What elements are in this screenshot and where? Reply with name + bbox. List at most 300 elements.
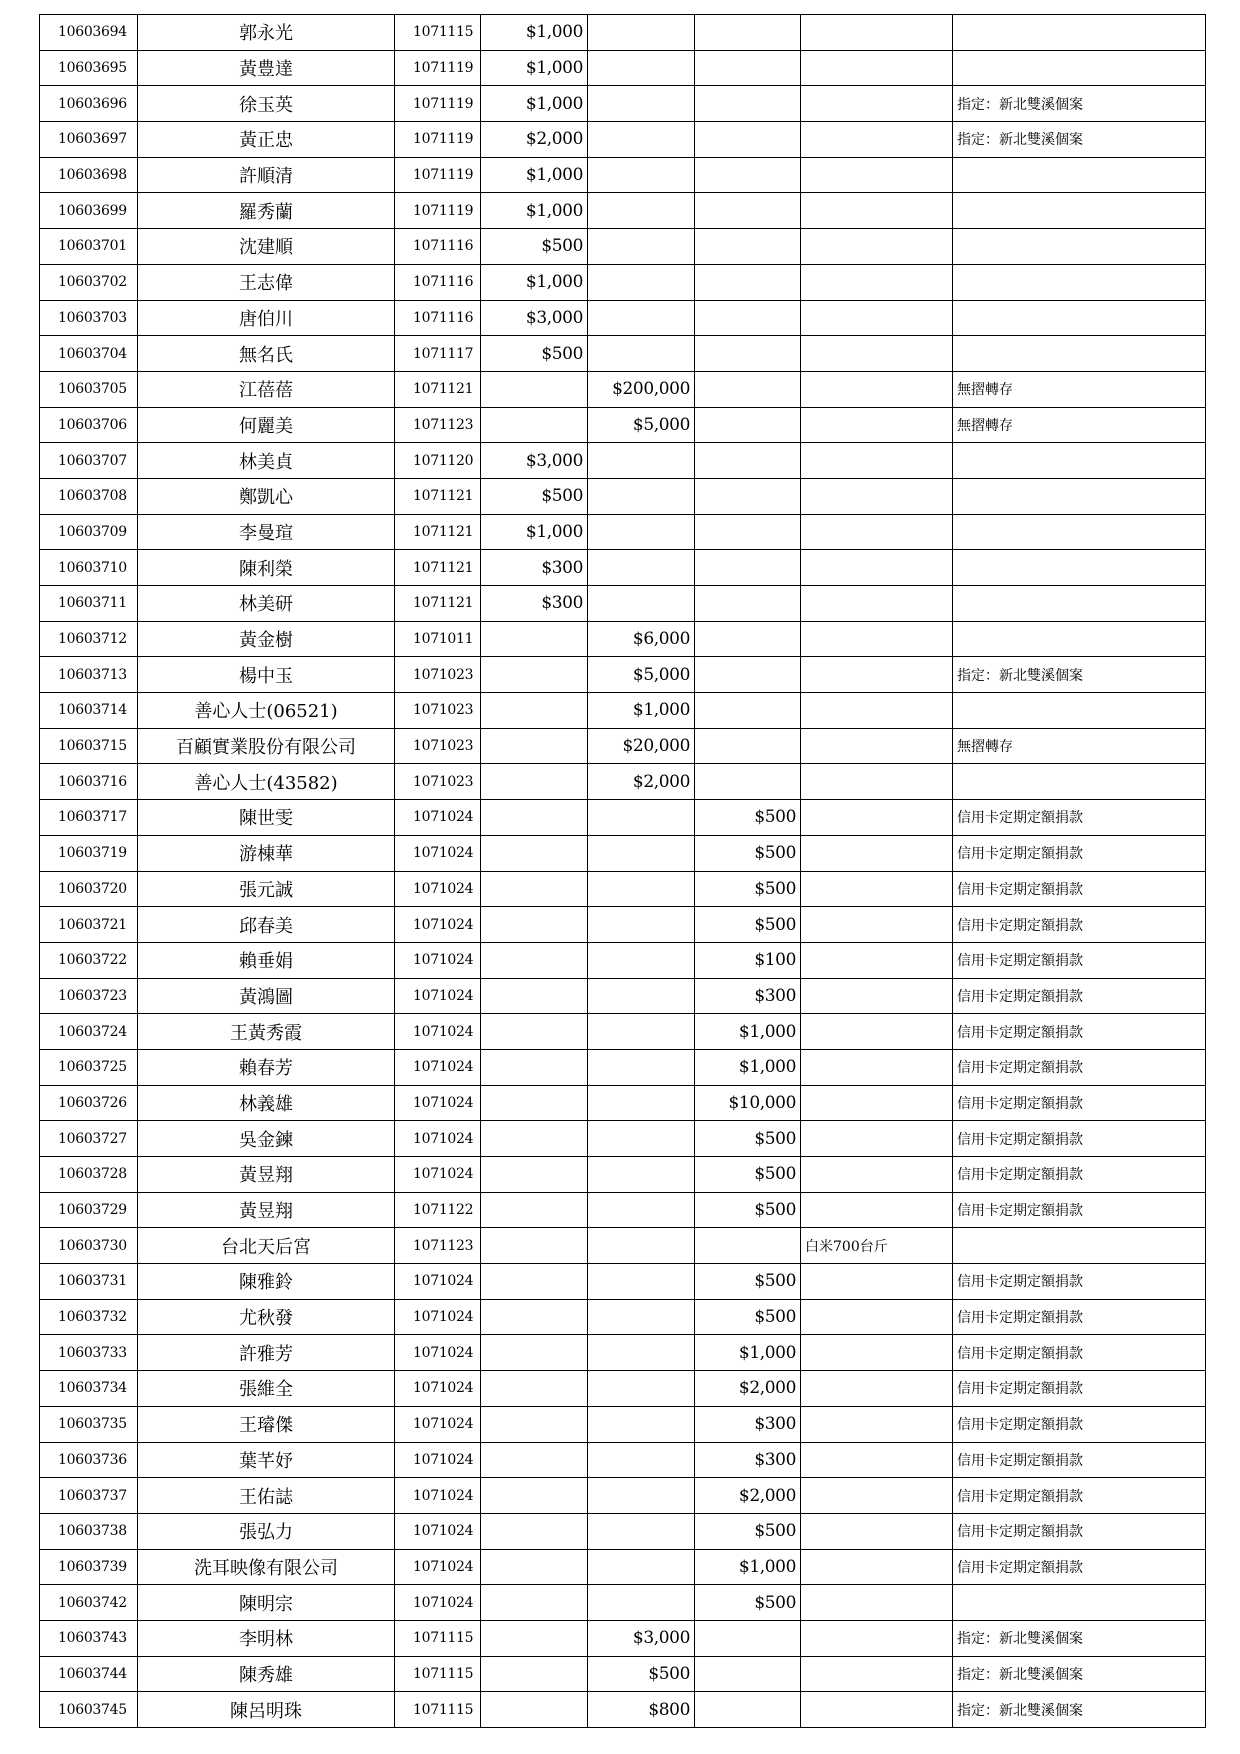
amount-col5-cell — [588, 1513, 695, 1549]
table-row — [40, 1049, 1206, 1085]
table-row — [40, 835, 1206, 871]
donor-name-cell: 張弘力 — [138, 1513, 395, 1549]
donor-name-cell: 陳呂明珠 — [138, 1692, 395, 1728]
amount-col6-cell — [695, 86, 801, 122]
remark-cell: 指定：新北雙溪個案 — [953, 86, 1206, 122]
donor-name-cell: 黃昱翔 — [138, 1192, 395, 1228]
amount-col5-cell — [588, 1478, 695, 1514]
amount-col6-cell: $500 — [695, 1264, 801, 1300]
in-kind-cell — [801, 1692, 953, 1728]
table-row — [40, 1121, 1206, 1157]
in-kind-cell — [801, 1585, 953, 1621]
amount-col4-cell — [481, 1585, 588, 1621]
remark-cell — [953, 300, 1206, 336]
donor-id-cell: 10603704 — [40, 336, 138, 372]
amount-col6-cell — [695, 728, 801, 764]
remark-cell: 信用卡定期定額捐款 — [953, 1442, 1206, 1478]
amount-col5-cell: $1,000 — [588, 693, 695, 729]
donor-id-cell: 10603697 — [40, 122, 138, 158]
donation-date-cell: 1071120 — [395, 443, 481, 479]
remark-cell: 無摺轉存 — [953, 407, 1206, 443]
amount-col6-cell — [695, 586, 801, 622]
donation-date-cell: 1071115 — [395, 1692, 481, 1728]
donation-date-cell: 1071119 — [395, 50, 481, 86]
amount-col6-cell: $2,000 — [695, 1478, 801, 1514]
donation-date-cell: 1071123 — [395, 1228, 481, 1264]
in-kind-cell — [801, 1335, 953, 1371]
amount-col4-cell — [481, 978, 588, 1014]
amount-col4-cell — [481, 835, 588, 871]
remark-cell — [953, 229, 1206, 265]
donor-name-cell: 黃鴻圖 — [138, 978, 395, 1014]
donor-name-cell: 葉芊妤 — [138, 1442, 395, 1478]
amount-col6-cell — [695, 371, 801, 407]
table-row — [40, 1264, 1206, 1300]
amount-col4-cell: $1,000 — [481, 157, 588, 193]
donation-date-cell: 1071023 — [395, 657, 481, 693]
in-kind-cell — [801, 871, 953, 907]
amount-col5-cell — [588, 514, 695, 550]
donor-name-cell: 李明林 — [138, 1620, 395, 1656]
amount-col5-cell — [588, 264, 695, 300]
amount-col4-cell — [481, 1049, 588, 1085]
donation-date-cell: 1071116 — [395, 229, 481, 265]
remark-cell: 信用卡定期定額捐款 — [953, 1121, 1206, 1157]
donor-name-cell: 黃昱翔 — [138, 1157, 395, 1193]
in-kind-cell — [801, 1192, 953, 1228]
amount-col4-cell — [481, 1335, 588, 1371]
amount-col4-cell — [481, 1692, 588, 1728]
table-row — [40, 336, 1206, 372]
in-kind-cell — [801, 15, 953, 51]
donor-name-cell: 王璿傑 — [138, 1406, 395, 1442]
donor-name-cell: 李曼瑄 — [138, 514, 395, 550]
donor-id-cell: 10603745 — [40, 1692, 138, 1728]
in-kind-cell — [801, 86, 953, 122]
in-kind-cell — [801, 1513, 953, 1549]
donor-name-cell: 何麗美 — [138, 407, 395, 443]
amount-col6-cell: $1,000 — [695, 1335, 801, 1371]
amount-col4-cell: $500 — [481, 336, 588, 372]
donation-date-cell: 1071119 — [395, 122, 481, 158]
amount-col6-cell: $500 — [695, 1121, 801, 1157]
amount-col6-cell — [695, 514, 801, 550]
table-row — [40, 657, 1206, 693]
amount-col4-cell — [481, 693, 588, 729]
amount-col6-cell — [695, 50, 801, 86]
in-kind-cell — [801, 835, 953, 871]
remark-cell — [953, 336, 1206, 372]
remark-cell: 信用卡定期定額捐款 — [953, 942, 1206, 978]
amount-col6-cell — [695, 264, 801, 300]
remark-cell — [953, 15, 1206, 51]
amount-col5-cell — [588, 1585, 695, 1621]
donor-id-cell: 10603727 — [40, 1121, 138, 1157]
donation-date-cell: 1071122 — [395, 1192, 481, 1228]
amount-col4-cell — [481, 657, 588, 693]
donation-date-cell: 1071024 — [395, 942, 481, 978]
donor-id-cell: 10603725 — [40, 1049, 138, 1085]
amount-col6-cell: $10,000 — [695, 1085, 801, 1121]
donation-date-cell: 1071024 — [395, 1264, 481, 1300]
remark-cell — [953, 157, 1206, 193]
donation-date-cell: 1071121 — [395, 550, 481, 586]
amount-col6-cell — [695, 15, 801, 51]
in-kind-cell — [801, 1442, 953, 1478]
table-row — [40, 371, 1206, 407]
amount-col5-cell — [588, 907, 695, 943]
donor-id-cell: 10603742 — [40, 1585, 138, 1621]
donor-id-cell: 10603724 — [40, 1014, 138, 1050]
table-row — [40, 1085, 1206, 1121]
amount-col6-cell — [695, 122, 801, 158]
in-kind-cell — [801, 1157, 953, 1193]
in-kind-cell — [801, 1371, 953, 1407]
remark-cell — [953, 550, 1206, 586]
amount-col5-cell: $3,000 — [588, 1620, 695, 1656]
in-kind-cell — [801, 1549, 953, 1585]
remark-cell — [953, 514, 1206, 550]
amount-col4-cell: $3,000 — [481, 443, 588, 479]
donor-name-cell: 張維全 — [138, 1371, 395, 1407]
donor-name-cell: 陳雅鈴 — [138, 1264, 395, 1300]
amount-col6-cell — [695, 336, 801, 372]
in-kind-cell — [801, 942, 953, 978]
amount-col5-cell — [588, 1264, 695, 1300]
donation-date-cell: 1071024 — [395, 1513, 481, 1549]
amount-col5-cell: $2,000 — [588, 764, 695, 800]
donor-id-cell: 10603722 — [40, 942, 138, 978]
remark-cell: 信用卡定期定額捐款 — [953, 1335, 1206, 1371]
table-row — [40, 978, 1206, 1014]
remark-cell: 信用卡定期定額捐款 — [953, 978, 1206, 1014]
donation-date-cell: 1071024 — [395, 1585, 481, 1621]
remark-cell: 信用卡定期定額捐款 — [953, 1157, 1206, 1193]
amount-col5-cell — [588, 157, 695, 193]
donor-name-cell: 陳利榮 — [138, 550, 395, 586]
donor-name-cell: 林義雄 — [138, 1085, 395, 1121]
table-row — [40, 478, 1206, 514]
donor-id-cell: 10603717 — [40, 800, 138, 836]
amount-col6-cell: $2,000 — [695, 1371, 801, 1407]
amount-col5-cell — [588, 15, 695, 51]
donation-date-cell: 1071123 — [395, 407, 481, 443]
amount-col4-cell: $1,000 — [481, 264, 588, 300]
donation-date-cell: 1071024 — [395, 907, 481, 943]
donor-id-cell: 10603733 — [40, 1335, 138, 1371]
remark-cell: 指定：新北雙溪個案 — [953, 122, 1206, 158]
amount-col5-cell: $200,000 — [588, 371, 695, 407]
amount-col6-cell: $300 — [695, 978, 801, 1014]
remark-cell — [953, 193, 1206, 229]
donation-date-cell: 1071119 — [395, 157, 481, 193]
donation-date-cell: 1071024 — [395, 1406, 481, 1442]
remark-cell: 信用卡定期定額捐款 — [953, 835, 1206, 871]
in-kind-cell — [801, 1656, 953, 1692]
amount-col4-cell — [481, 1442, 588, 1478]
remark-cell: 指定：新北雙溪個案 — [953, 1620, 1206, 1656]
amount-col5-cell — [588, 1157, 695, 1193]
donation-date-cell: 1071024 — [395, 1049, 481, 1085]
donation-date-cell: 1071024 — [395, 871, 481, 907]
table-row — [40, 871, 1206, 907]
amount-col6-cell: $500 — [695, 871, 801, 907]
table-row — [40, 443, 1206, 479]
amount-col4-cell: $1,000 — [481, 193, 588, 229]
table-row — [40, 229, 1206, 265]
donor-name-cell: 陳世雯 — [138, 800, 395, 836]
amount-col6-cell: $500 — [695, 1157, 801, 1193]
amount-col6-cell — [695, 478, 801, 514]
donor-name-cell: 沈建順 — [138, 229, 395, 265]
donor-id-cell: 10603737 — [40, 1478, 138, 1514]
table-row — [40, 193, 1206, 229]
amount-col5-cell — [588, 586, 695, 622]
table-row — [40, 514, 1206, 550]
donation-date-cell: 1071116 — [395, 264, 481, 300]
amount-col6-cell — [695, 764, 801, 800]
table-row — [40, 407, 1206, 443]
donor-name-cell: 邱春美 — [138, 907, 395, 943]
donor-id-cell: 10603698 — [40, 157, 138, 193]
in-kind-cell — [801, 1121, 953, 1157]
amount-col4-cell — [481, 764, 588, 800]
amount-col4-cell — [481, 1264, 588, 1300]
amount-col5-cell: $5,000 — [588, 657, 695, 693]
amount-col6-cell — [695, 1656, 801, 1692]
donor-name-cell: 洗耳映像有限公司 — [138, 1549, 395, 1585]
donor-name-cell: 百顧實業股份有限公司 — [138, 728, 395, 764]
donor-id-cell: 10603735 — [40, 1406, 138, 1442]
amount-col4-cell: $300 — [481, 550, 588, 586]
amount-col6-cell — [695, 621, 801, 657]
amount-col5-cell — [588, 478, 695, 514]
amount-col5-cell — [588, 122, 695, 158]
remark-cell — [953, 693, 1206, 729]
remark-cell: 信用卡定期定額捐款 — [953, 1406, 1206, 1442]
donation-date-cell: 1071024 — [395, 1157, 481, 1193]
table-row — [40, 1014, 1206, 1050]
donor-id-cell: 10603721 — [40, 907, 138, 943]
amount-col5-cell: $500 — [588, 1656, 695, 1692]
amount-col5-cell — [588, 800, 695, 836]
remark-cell: 信用卡定期定額捐款 — [953, 1513, 1206, 1549]
donor-name-cell: 吳金鍊 — [138, 1121, 395, 1157]
table-row — [40, 1478, 1206, 1514]
amount-col4-cell — [481, 800, 588, 836]
donor-id-cell: 10603695 — [40, 50, 138, 86]
in-kind-cell — [801, 693, 953, 729]
in-kind-cell — [801, 550, 953, 586]
in-kind-cell: 白米700台斤 — [801, 1228, 953, 1264]
donor-id-cell: 10603744 — [40, 1656, 138, 1692]
remark-cell: 信用卡定期定額捐款 — [953, 1549, 1206, 1585]
table-row — [40, 586, 1206, 622]
amount-col4-cell — [481, 1085, 588, 1121]
amount-col4-cell: $1,000 — [481, 15, 588, 51]
amount-col4-cell — [481, 1549, 588, 1585]
table-row — [40, 1157, 1206, 1193]
table-row — [40, 728, 1206, 764]
donor-id-cell: 10603707 — [40, 443, 138, 479]
donation-date-cell: 1071024 — [395, 1299, 481, 1335]
in-kind-cell — [801, 1085, 953, 1121]
amount-col6-cell: $500 — [695, 835, 801, 871]
donor-name-cell: 王佑誌 — [138, 1478, 395, 1514]
amount-col4-cell — [481, 728, 588, 764]
donor-name-cell: 尤秋發 — [138, 1299, 395, 1335]
donor-id-cell: 10603720 — [40, 871, 138, 907]
donation-date-cell: 1071024 — [395, 1335, 481, 1371]
table-row — [40, 1192, 1206, 1228]
donor-id-cell: 10603731 — [40, 1264, 138, 1300]
donor-id-cell: 10603732 — [40, 1299, 138, 1335]
remark-cell: 信用卡定期定額捐款 — [953, 800, 1206, 836]
in-kind-cell — [801, 264, 953, 300]
donor-id-cell: 10603712 — [40, 621, 138, 657]
amount-col5-cell — [588, 1014, 695, 1050]
table-row — [40, 1442, 1206, 1478]
table-row — [40, 15, 1206, 51]
donor-id-cell: 10603723 — [40, 978, 138, 1014]
donor-name-cell: 林美貞 — [138, 443, 395, 479]
in-kind-cell — [801, 621, 953, 657]
donor-name-cell: 台北天后宮 — [138, 1228, 395, 1264]
donor-name-cell: 林美研 — [138, 586, 395, 622]
donor-id-cell: 10603713 — [40, 657, 138, 693]
in-kind-cell — [801, 193, 953, 229]
donation-date-cell: 1071121 — [395, 478, 481, 514]
amount-col6-cell: $500 — [695, 1299, 801, 1335]
table-row — [40, 1371, 1206, 1407]
donor-id-cell: 10603719 — [40, 835, 138, 871]
amount-col6-cell: $500 — [695, 800, 801, 836]
amount-col4-cell: $500 — [481, 229, 588, 265]
remark-cell: 信用卡定期定額捐款 — [953, 1085, 1206, 1121]
donation-date-cell: 1071024 — [395, 800, 481, 836]
amount-col6-cell: $100 — [695, 942, 801, 978]
donation-date-cell: 1071119 — [395, 193, 481, 229]
amount-col5-cell: $5,000 — [588, 407, 695, 443]
remark-cell: 信用卡定期定額捐款 — [953, 1299, 1206, 1335]
remark-cell: 指定：新北雙溪個案 — [953, 1692, 1206, 1728]
donor-id-cell: 10603738 — [40, 1513, 138, 1549]
in-kind-cell — [801, 1299, 953, 1335]
amount-col5-cell — [588, 1406, 695, 1442]
in-kind-cell — [801, 978, 953, 1014]
donor-id-cell: 10603726 — [40, 1085, 138, 1121]
donor-id-cell: 10603711 — [40, 586, 138, 622]
amount-col6-cell — [695, 300, 801, 336]
amount-col4-cell: $300 — [481, 586, 588, 622]
in-kind-cell — [801, 478, 953, 514]
amount-col4-cell: $1,000 — [481, 50, 588, 86]
donor-id-cell: 10603710 — [40, 550, 138, 586]
in-kind-cell — [801, 728, 953, 764]
donor-name-cell: 唐伯川 — [138, 300, 395, 336]
amount-col4-cell — [481, 907, 588, 943]
remark-cell — [953, 1228, 1206, 1264]
donation-date-cell: 1071023 — [395, 764, 481, 800]
donor-id-cell: 10603730 — [40, 1228, 138, 1264]
donation-ledger-table — [39, 14, 1206, 1728]
amount-col5-cell — [588, 1299, 695, 1335]
donor-name-cell: 黃豊達 — [138, 50, 395, 86]
donor-name-cell: 游棟華 — [138, 835, 395, 871]
in-kind-cell — [801, 157, 953, 193]
remark-cell — [953, 264, 1206, 300]
donor-name-cell: 徐玉英 — [138, 86, 395, 122]
in-kind-cell — [801, 1014, 953, 1050]
amount-col4-cell — [481, 407, 588, 443]
table-row — [40, 1406, 1206, 1442]
in-kind-cell — [801, 1620, 953, 1656]
donor-id-cell: 10603702 — [40, 264, 138, 300]
amount-col6-cell: $500 — [695, 907, 801, 943]
table-row — [40, 122, 1206, 158]
donation-date-cell: 1071011 — [395, 621, 481, 657]
amount-col4-cell — [481, 1371, 588, 1407]
ledger-body — [40, 15, 1206, 1728]
amount-col6-cell: $500 — [695, 1585, 801, 1621]
in-kind-cell — [801, 50, 953, 86]
amount-col4-cell — [481, 1014, 588, 1050]
donation-date-cell: 1071024 — [395, 1371, 481, 1407]
amount-col4-cell: $2,000 — [481, 122, 588, 158]
remark-cell — [953, 478, 1206, 514]
amount-col5-cell: $6,000 — [588, 621, 695, 657]
table-row — [40, 1620, 1206, 1656]
donor-name-cell: 賴垂娟 — [138, 942, 395, 978]
table-row — [40, 264, 1206, 300]
amount-col4-cell — [481, 1157, 588, 1193]
amount-col4-cell: $1,000 — [481, 86, 588, 122]
donation-date-cell: 1071024 — [395, 1121, 481, 1157]
amount-col5-cell — [588, 336, 695, 372]
donor-name-cell: 黃金樹 — [138, 621, 395, 657]
amount-col4-cell — [481, 871, 588, 907]
amount-col5-cell: $20,000 — [588, 728, 695, 764]
donation-date-cell: 1071119 — [395, 86, 481, 122]
amount-col4-cell — [481, 1478, 588, 1514]
remark-cell: 信用卡定期定額捐款 — [953, 871, 1206, 907]
donation-date-cell: 1071024 — [395, 1549, 481, 1585]
donor-id-cell: 10603729 — [40, 1192, 138, 1228]
donor-name-cell: 許順清 — [138, 157, 395, 193]
table-row — [40, 1228, 1206, 1264]
donor-id-cell: 10603694 — [40, 15, 138, 51]
remark-cell — [953, 1585, 1206, 1621]
remark-cell — [953, 443, 1206, 479]
donor-id-cell: 10603703 — [40, 300, 138, 336]
donor-id-cell: 10603743 — [40, 1620, 138, 1656]
amount-col6-cell: $300 — [695, 1442, 801, 1478]
table-row — [40, 86, 1206, 122]
donor-name-cell: 無名氏 — [138, 336, 395, 372]
amount-col6-cell — [695, 229, 801, 265]
amount-col6-cell — [695, 193, 801, 229]
donor-id-cell: 10603736 — [40, 1442, 138, 1478]
donation-date-cell: 1071115 — [395, 1656, 481, 1692]
remark-cell: 信用卡定期定額捐款 — [953, 1049, 1206, 1085]
donor-id-cell: 10603739 — [40, 1549, 138, 1585]
table-row — [40, 1692, 1206, 1728]
amount-col4-cell — [481, 1620, 588, 1656]
amount-col6-cell — [695, 443, 801, 479]
remark-cell: 信用卡定期定額捐款 — [953, 1264, 1206, 1300]
amount-col5-cell — [588, 1121, 695, 1157]
amount-col5-cell: $800 — [588, 1692, 695, 1728]
